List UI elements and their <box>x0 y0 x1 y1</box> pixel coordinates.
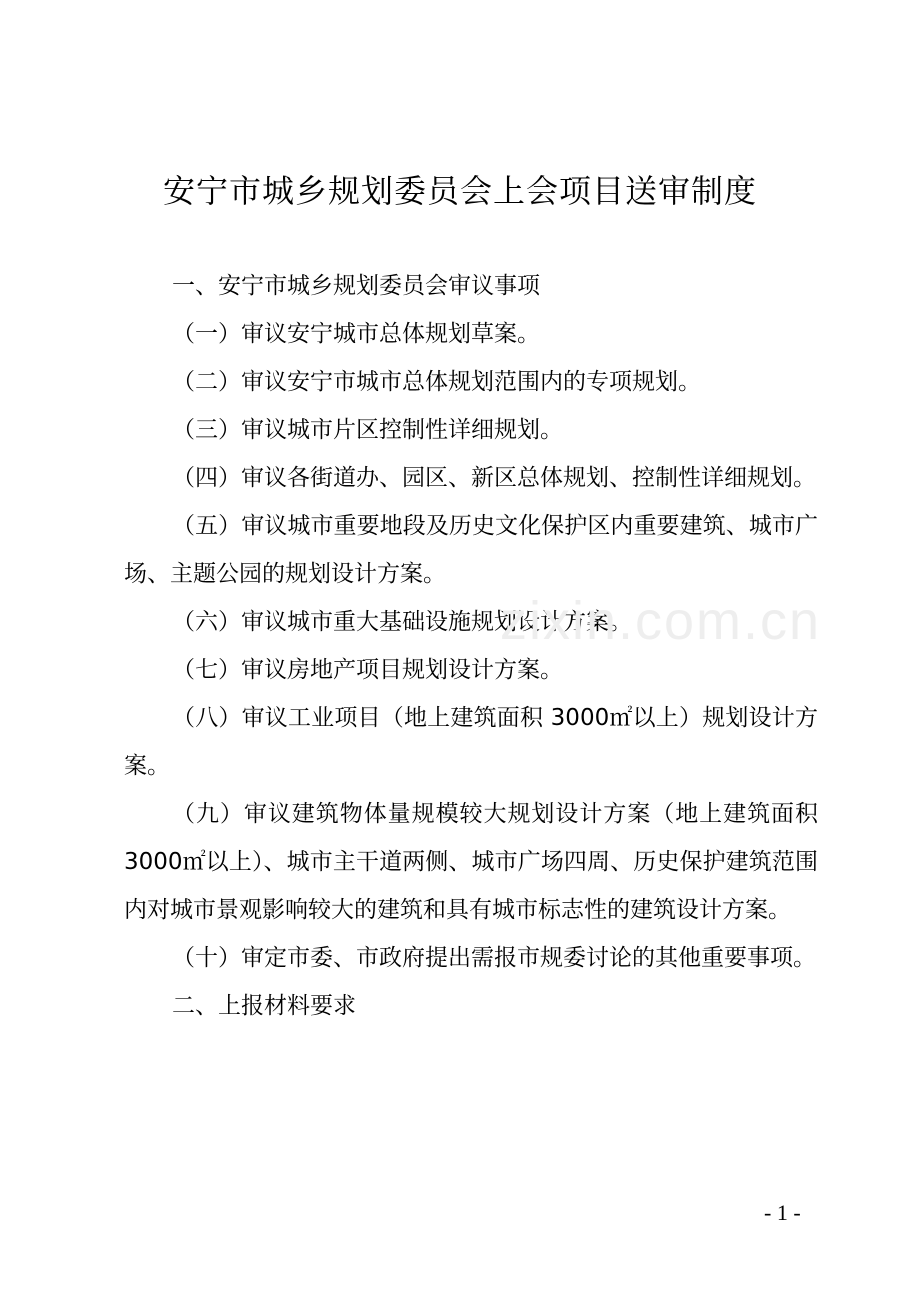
list-item: （一）审议安宁城市总体规划草案。 <box>172 321 540 347</box>
list-item: （三）审议城市片区控制性详细规划。 <box>172 417 563 443</box>
section-heading-2: 二、上报材料要求 <box>172 993 356 1019</box>
page-number: - 1 - <box>764 1200 801 1225</box>
watermark: zixin.com.cn <box>500 591 822 651</box>
list-item: （六）审议城市重大基础设施规划设计方案。 <box>172 609 632 635</box>
list-item: （九）审议建筑物体量规模较大规划设计方案（地上建筑面积 3000㎡以上）、城市主干道两侧、城市广场四周、历史保护建筑范围内对城市景观影响较大的建筑和具有城市标志性的建筑设计方案。 <box>124 801 818 923</box>
list-item: （十）审定市委、市政府提出需报市规委讨论的其他重要事项。 <box>172 945 816 971</box>
list-item: （五）审议城市重要地段及历史文化保护区内重要建筑、城市广场、主题公园的规划设计方案。 <box>124 513 818 587</box>
list-item: （二）审议安宁市城市总体规划范围内的专项规划。 <box>172 369 701 395</box>
list-item: （八）审议工业项目（地上建筑面积 3000㎡以上）规划设计方案。 <box>124 705 818 779</box>
list-item: （七）审议房地产项目规划设计方案。 <box>172 657 563 683</box>
list-item: （四）审议各街道办、园区、新区总体规划、控制性详细规划。 <box>172 465 816 491</box>
section-heading-1: 一、安宁市城乡规划委员会审议事项 <box>172 273 540 299</box>
document-title: 安宁市城乡规划委员会上会项目送审制度 <box>162 172 757 210</box>
